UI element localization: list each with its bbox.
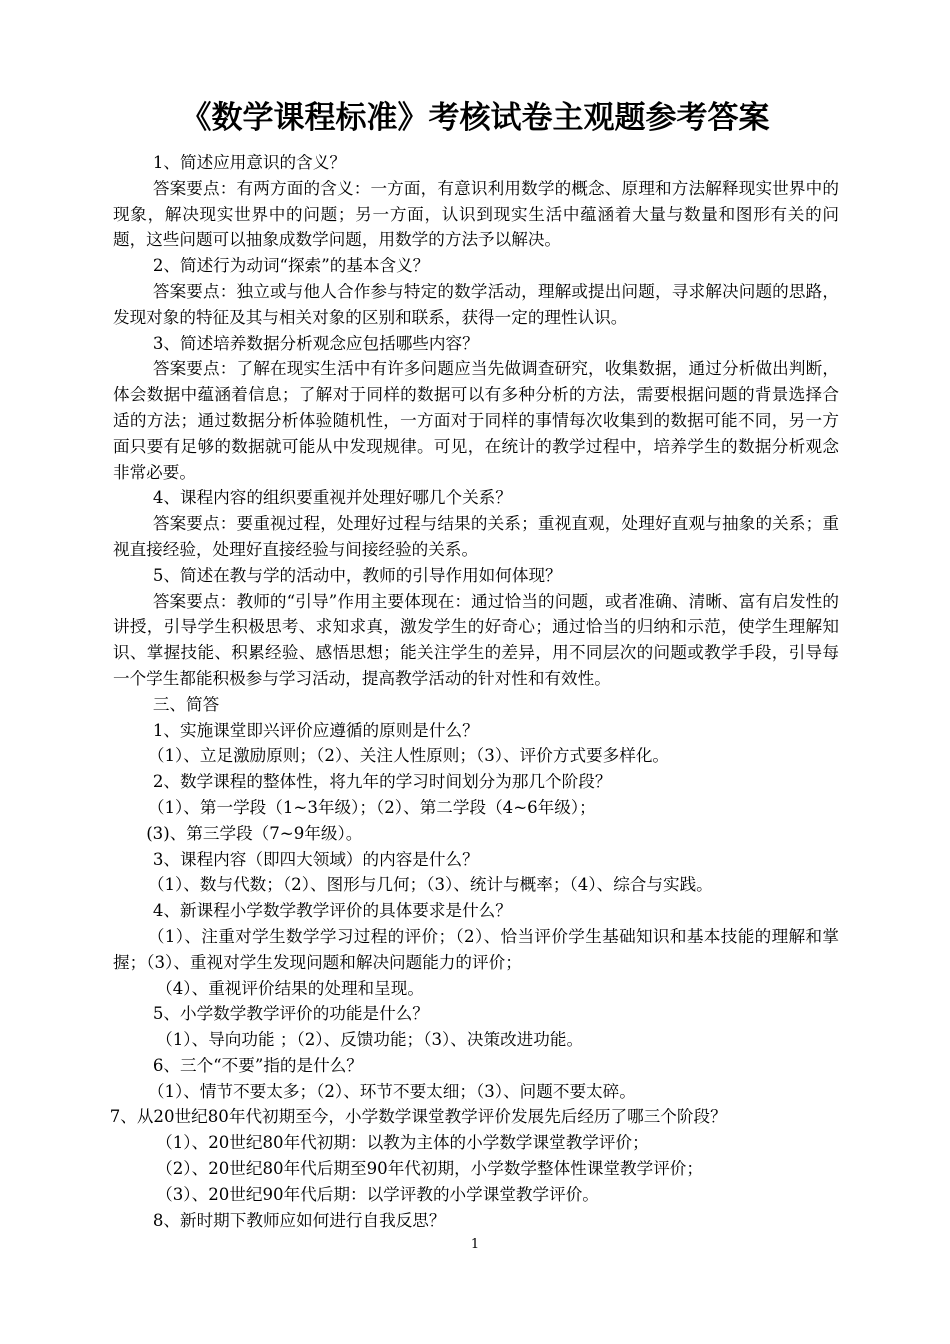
answer-1: 答案要点：有两方面的含义：一方面，有意识利用数学的概念、原理和方法解释现实世界中的现象，解决现实世界中的问题；另一方面，认识到现实生活中蕴涵着大量与数量和图形有关的问题，这些问题可以抽象成数学问题，用数学的方法予以解决。 — [113, 178, 839, 250]
question-2: 2、简述行为动词“探索”的基本含义？ — [152, 256, 430, 276]
answer-2: 答案要点：独立或与他人合作参与特定的数学活动，理解或提出问题，寻求解决问题的思路，发现对象的特征及其与相关对象的区别和联系，获得一定的理性认识。 — [113, 281, 839, 327]
answer-5: 答案要点：教师的“引导”作用主要体现在：通过恰当的问题，或者准确、清晰、富有启发性的讲授，引导学生积极思考、求知求真，激发学生的好奇心；通过恰当的归纳和示范，使学生理解知识、掌握技能、积累经验、感悟思想；能关注学生的差异，用不同层次的问题或教学手段，引导每一个学生都能积极参与学习活动，提高教学活动的针对性和有效性。 — [113, 591, 839, 688]
short-answer-2-line-1: （1）、第一学段（1~3年级）；（2）、第二学段（4~6年级）； — [147, 797, 596, 817]
short-question-7: 7、从20世纪80年代初期至今，小学数学课堂教学评价发展先后经历了哪三个阶段？ — [109, 1107, 727, 1127]
short-answer-4: （1）、注重对学生数学学习过程的评价；（2）、恰当评价学生基础知识和基本技能的理解和掌握；（3）、重视对学生发现问题和解决问题能力的评价； — [113, 926, 839, 972]
section-heading: 三、简答 — [152, 694, 220, 714]
short-question-4: 4、新课程小学数学教学评价的具体要求是什么？ — [152, 901, 512, 921]
question-1: 1、简述应用意识的含义？ — [152, 153, 346, 172]
question-3: 3、简述培养数据分析观念应包括哪些内容？ — [152, 333, 479, 353]
answer-4: 答案要点：要重视过程，处理好过程与结果的关系；重视直观，处理好直观与抽象的关系；重视直接经验，处理好直接经验与间接经验的关系。 — [113, 514, 839, 559]
page-number: 1 — [470, 1237, 480, 1252]
document-title: 《数学课程标准》考核试卷主观题参考答案 — [180, 100, 770, 136]
short-answer-4-cont: （4）、重视评价结果的处理和呈现。 — [156, 978, 424, 998]
short-answer-7-item-2: （2）、20世纪80年代后期至90年代初期，小学数学整体性课堂教学评价； — [156, 1159, 703, 1179]
short-question-6: 6、三个“不要”指的是什么？ — [152, 1055, 363, 1075]
short-answer-2-line-2: (3)、第三学段（7~9年级）。 — [146, 823, 363, 843]
short-question-3: 3、课程内容（即四大领域）的内容是什么？ — [152, 849, 479, 869]
short-question-2: 2、数学课程的整体性，将九年的学习时间划分为那几个阶段？ — [152, 772, 612, 792]
short-question-5: 5、小学数学教学评价的功能是什么？ — [152, 1004, 429, 1024]
short-question-8: 8、新时期下教师应如何进行自我反思？ — [152, 1210, 446, 1230]
short-question-1: 1、实施课堂即兴评价应遵循的原则是什么？ — [152, 720, 479, 740]
question-4: 4、课程内容的组织要重视并处理好哪几个关系？ — [152, 488, 512, 508]
answer-3: 答案要点：了解在现实生活中有许多问题应当先做调查研究，收集数据，通过分析做出判断，体会数据中蕴涵着信息；了解对于同样的数据可以有多种分析的方法，需要根据问题的背景选择合适的方法；通过数据分析体验随机性，一方面对于同样的事情每次收集到的数据可能不同，另一方面只要有足够的数据就可能从中发现规律。可见，在统计的教学过程中，培养学生的数据分析观念非常必要。 — [113, 359, 839, 482]
short-answer-5: （1）、导向功能 ；（2）、反馈功能；（3）、决策改进功能。 — [156, 1030, 584, 1050]
short-answer-1: （1）、立足激励原则；（2）、关注人性原则；（3）、评价方式要多样化。 — [147, 746, 670, 766]
document-body — [109, 150, 839, 1233]
short-answer-7-item-1: （1）、20世纪80年代初期：以教为主体的小学数学课堂教学评价； — [156, 1133, 649, 1153]
short-answer-3: （1）、数与代数；（2）、图形与几何；（3）、统计与概率；（4）、综合与实践。 — [147, 875, 713, 895]
question-5: 5、简述在教与学的活动中，教师的引导作用如何体现？ — [152, 565, 562, 585]
short-answer-7-item-3: （3）、20世纪90年代后期：以学评教的小学课堂教学评价。 — [156, 1184, 599, 1204]
short-answer-6: （1）、情节不要太多；（2）、环节不要太细；（3）、问题不要太碎。 — [147, 1081, 636, 1101]
